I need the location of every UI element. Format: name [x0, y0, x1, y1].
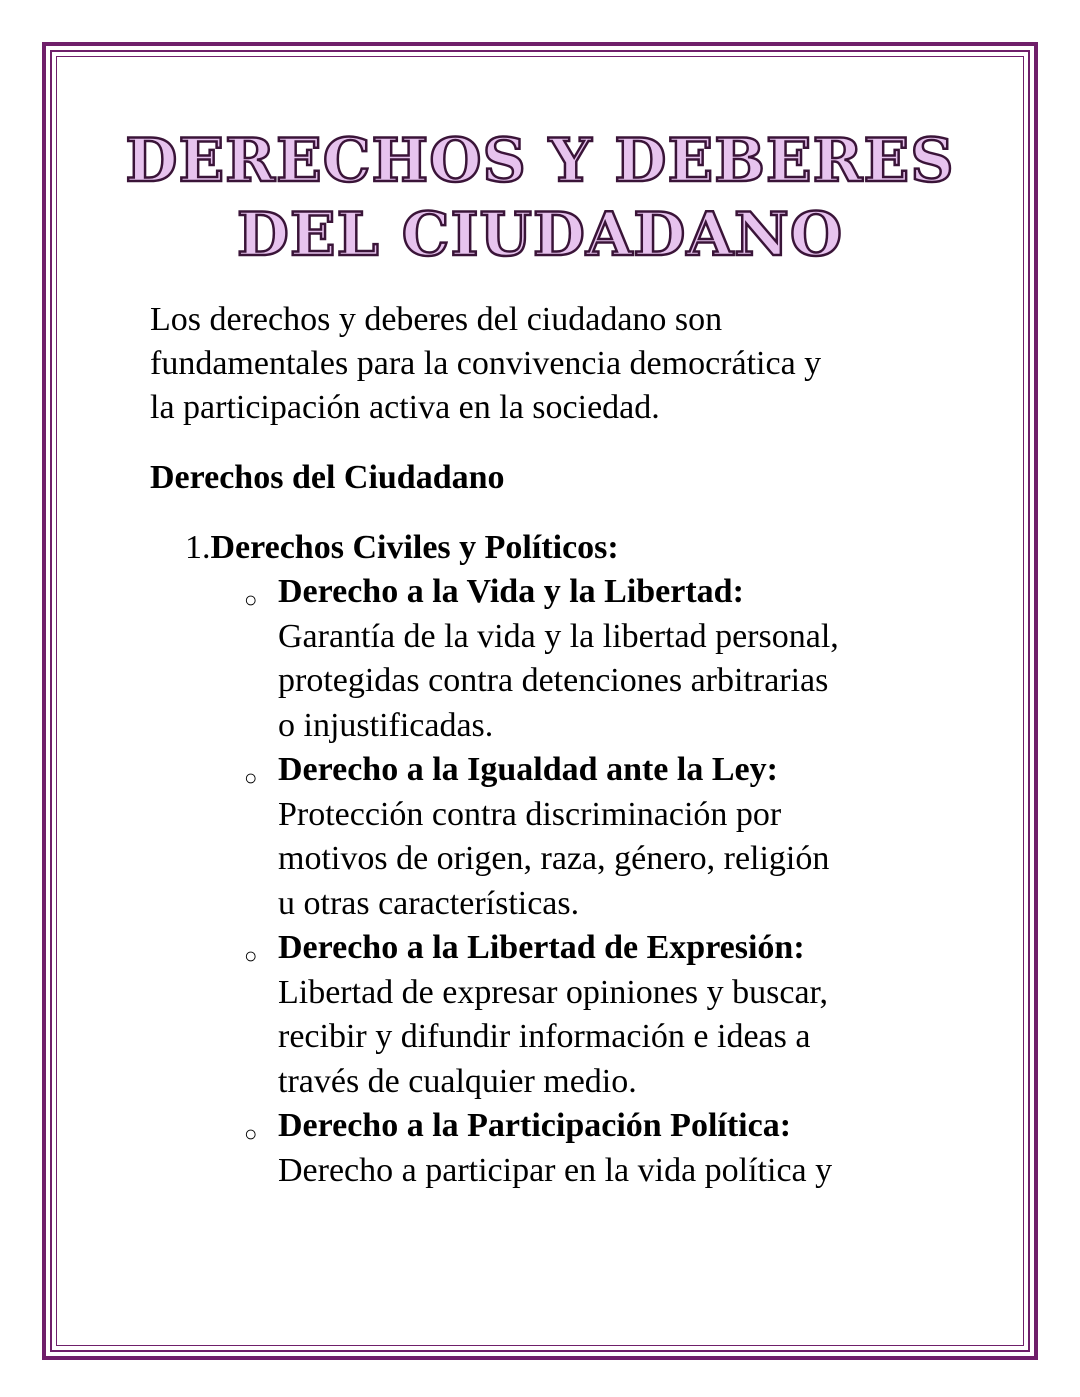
intro-line-2: fundamentales para la convivencia democrática y: [150, 345, 822, 382]
sub-list-item: [244, 1104, 978, 1193]
sub-item-text-line: Derecho a participar en la vida política y: [278, 1151, 833, 1189]
circle-bullet-icon: ○: [244, 765, 258, 790]
sub-item-heading: Derecho a la Libertad de Expresión:: [278, 929, 805, 966]
sub-item-text-line: Libertad de expresar opiniones y buscar,: [278, 973, 828, 1011]
sub-item-text-line: través de cualquier medio.: [278, 1062, 637, 1100]
sub-item-heading: Derecho a la Participación Política:: [278, 1107, 792, 1144]
sub-item-text-line: Protección contra discriminación por: [278, 795, 782, 833]
sub-item-text-line: motivos de origen, raza, género, religión: [278, 840, 830, 877]
sub-item-text-line: u otras características.: [278, 884, 580, 922]
sub-item-text-line: protegidas contra detenciones arbitrarias: [278, 662, 829, 699]
section-heading: Derechos del Ciudadano: [150, 459, 505, 496]
sub-list-item: [244, 748, 978, 926]
circle-bullet-icon: ○: [244, 943, 258, 968]
page-title-line-1: DERECHOS Y DEBERES: [125, 126, 955, 196]
intro-paragraph: [150, 298, 950, 430]
sub-item-heading: Derecho a la Igualdad ante la Ley:: [278, 751, 778, 788]
sub-list-item: [244, 570, 978, 748]
sub-item-heading: Derecho a la Vida y la Libertad:: [278, 573, 744, 610]
page-title-line-2: DEL CIUDADANO: [236, 200, 844, 270]
sub-item-text-line: o injustificadas.: [278, 706, 494, 744]
intro-line-1: Los derechos y deberes del ciudadano son: [150, 301, 723, 338]
circle-bullet-icon: ○: [244, 587, 258, 612]
sub-item-text-line: Garantía de la vida y la libertad personal,: [278, 617, 839, 655]
numbered-list-item: [185, 526, 619, 570]
list-label: Derechos Civiles y Políticos:: [210, 529, 619, 566]
circle-bullet-icon: ○: [244, 1121, 258, 1146]
sub-list-item: [244, 926, 978, 1104]
intro-line-3: la participación activa en la sociedad.: [150, 389, 660, 426]
sub-item-text-line: recibir y difundir información e ideas a: [278, 1018, 811, 1055]
list-number: 1.: [185, 529, 211, 566]
